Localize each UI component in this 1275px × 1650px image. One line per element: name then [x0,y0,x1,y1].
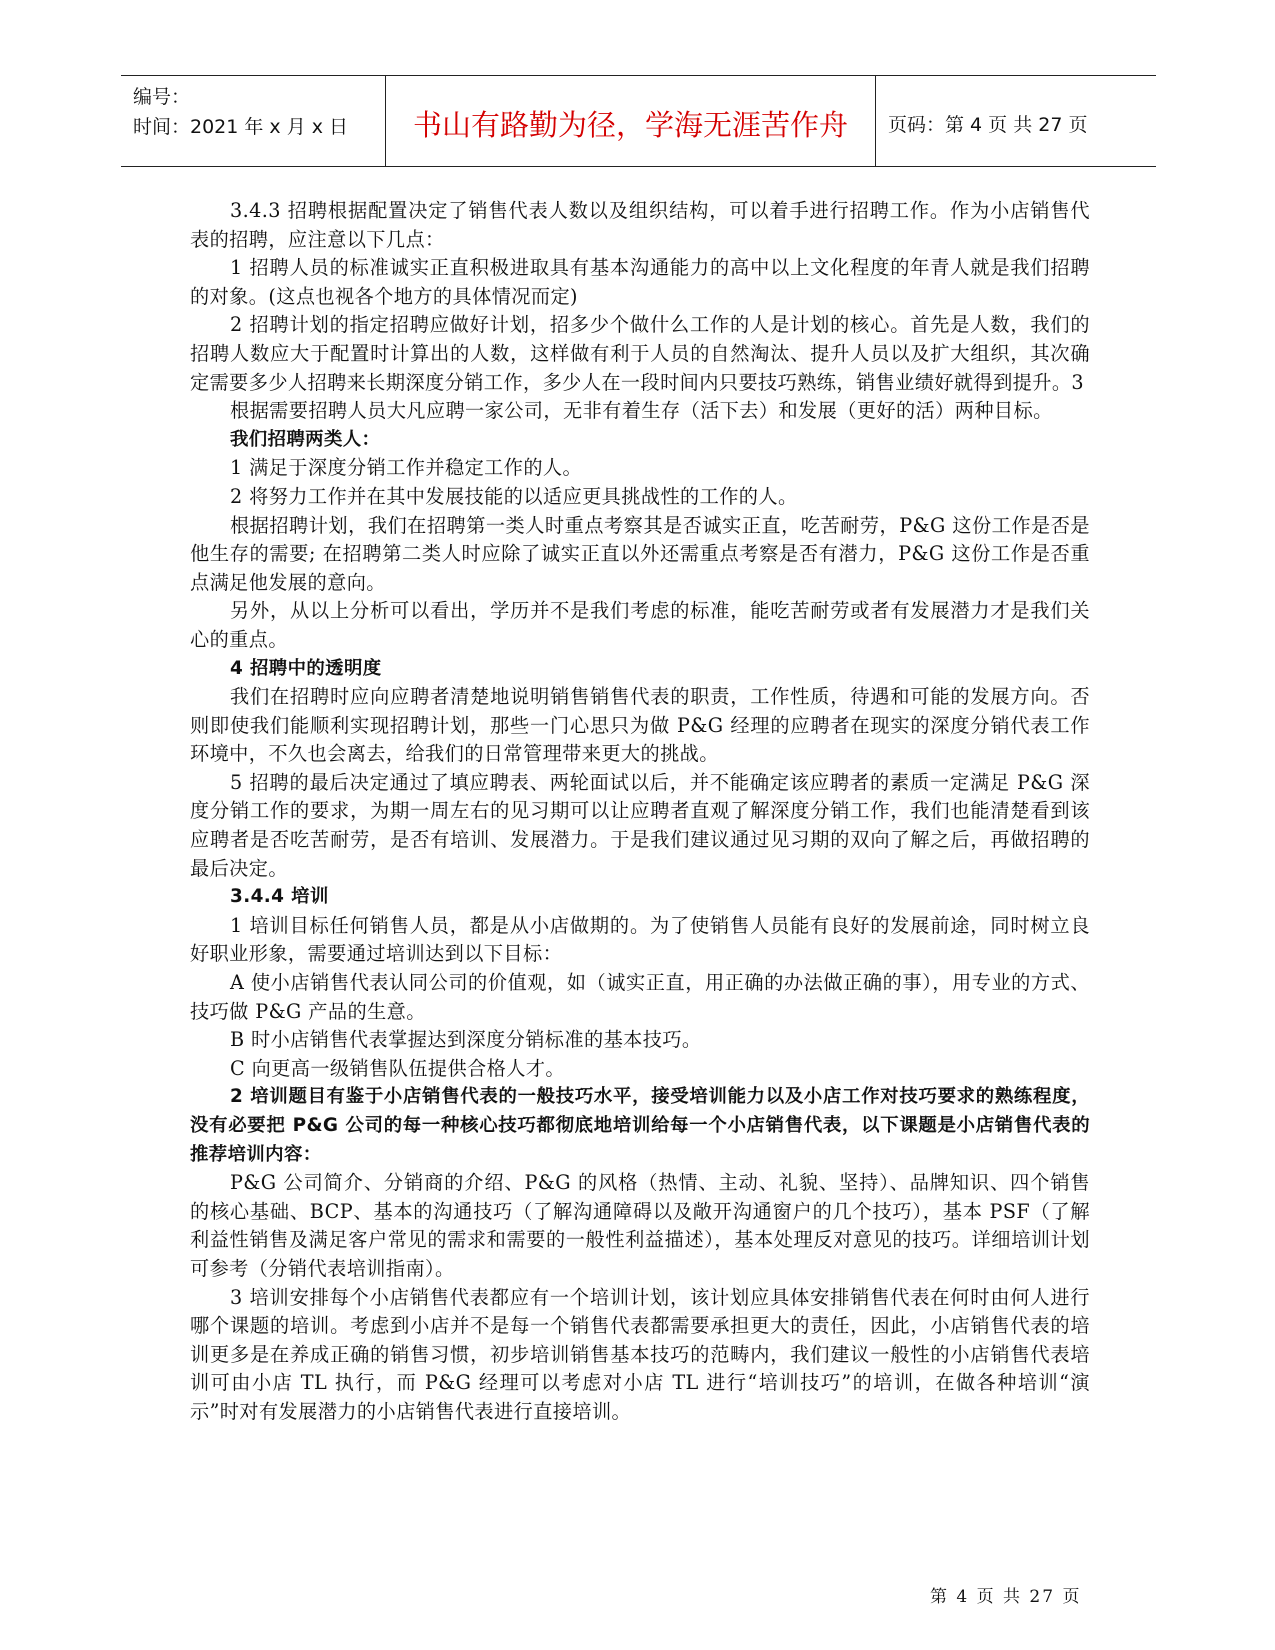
paragraph: 3.4.3 招聘根据配置决定了销售代表人数以及组织结构，可以着手进行招聘工作。作为小店销售代表的招聘，应注意以下几点： [190,199,1090,251]
paragraph: C 向更高一级销售队伍提供合格人才。 [230,1056,565,1080]
section-heading: 4 招聘中的透明度 [230,657,382,679]
section-heading: 我们招聘两类人： [230,428,381,450]
paragraph: 另外，从以上分析可以看出，学历并不是我们考虑的标准，能吃苦耐劳或者有发展潜力才是我们关心的重点。 [190,599,1090,651]
paragraph: 5 招聘的最后决定通过了填应聘表、两轮面试以后，并不能确定该应聘者的素质一定满足 P&G 深度分销工作的要求，为期一周左右的见习期可以让应聘者直观了解深度分销工作，我们也能清楚看到该应聘者是否吃苦耐劳，是否有培训、发展潜力。于是我们建议通过见习期的双向了解之后，再做招聘的最后决定。 [190,770,1090,880]
document-date: 时间：2021 年 x 月 x 日 [133,116,349,138]
header-meta [121,76,386,166]
page-header [121,75,1156,167]
header-page-number: 页码：第 4 页 共 27 页 [888,113,1088,136]
paragraph: 根据需要招聘人员大凡应聘一家公司，无非有着生存（活下去）和发展（更好的活）两种目标。 [230,399,1053,423]
paragraph: 我们在招聘时应向应聘者清楚地说明销售销售代表的职责，工作性质，待遇和可能的发展方向。否则即使我们能顺利实现招聘计划，那些一门心思只为做 P&G 经理的应聘者在现实的深度分销代表工作环境中，不久也会离去，给我们的日常管理带来更大的挑战。 [190,685,1090,766]
page-footer: 第 4 页 共 27 页 [930,1587,1082,1607]
section-heading: 3.4.4 培训 [230,886,329,908]
section-heading: 2 培训题目有鉴于小店销售代表的一般技巧水平，接受培训能力以及小店工作对技巧要求的熟练程度，没有必要把 P&G 公司的每一种核心技巧都彻底地培训给每一个小店销售代表，以下课题是小店销售代表的推荐培训内容： [190,1086,1090,1165]
paragraph: 1 培训目标任何销售人员，都是从小店做期的。为了使销售人员能有良好的发展前途，同时树立良好职业形象，需要通过培训达到以下目标： [190,913,1090,966]
document-body [190,197,1090,1427]
paragraph: 2 招聘计划的指定招聘应做好计划，招多少个做什么工作的人是计划的核心。首先是人数，我们的招聘人数应大于配置时计算出的人数，这样做有利于人员的自然淘汰、提升人员以及扩大组织，其次确定需要多少人招聘来长期深度分销工作，多少人在一段时间内只要技巧熟练，销售业绩好就得到提升。3 [190,313,1090,394]
paragraph: B 时小店销售代表掌握达到深度分销标准的基本技巧。 [230,1028,702,1052]
paragraph: 1 满足于深度分销工作并稳定工作的人。 [230,456,583,480]
paragraph: P&G 公司简介、分销商的介绍、P&G 的风格（热情、主动、礼貌、坚持）、品牌知识、四个销售的核心基础、BCP、基本的沟通技巧（了解沟通障碍以及敞开沟通窗户的几个技巧），基本 PSF（了解利益性销售及满足客户常见的需求和需要的一般性利益描述），基本处理反对意见的技巧。详细培训计划可参考（分销代表培训指南）。 [190,1171,1090,1280]
paragraph: 1 招聘人员的标准诚实正直积极进取具有基本沟通能力的高中以上文化程度的年青人就是我们招聘的对象。(这点也视各个地方的具体情况而定) [190,256,1090,308]
paragraph: A 使小店销售代表认同公司的价值观，如（诚实正直，用正确的办法做正确的事），用专业的方式、技巧做 P&G 产品的生意。 [190,971,1090,1023]
document-number-label: 编号： [133,86,191,108]
header-motto: 书山有路勤为径，学海无涯苦作舟 [386,76,876,166]
paragraph: 3 培训安排每个小店销售代表都应有一个培训计划，该计划应具体安排销售代表在何时由何人进行哪个课题的培训。考虑到小店并不是每一个销售代表都需要承担更大的责任，因此，小店销售代表的培训更多是在养成正确的销售习惯，初步培训销售基本技巧的范畴内，我们建议一般性的小店销售代表培训可由小店 TL 执行，而 P&G 经理可以考虑对小店 TL 进行“培训技巧”的培训，在做各种培训“演示”时对有发展潜力的小店销售代表进行直接培训。 [190,1285,1090,1423]
paragraph: 根据招聘计划，我们在招聘第一类人时重点考察其是否诚实正直，吃苦耐劳，P&G 这份工作是否是他生存的需要; 在招聘第二类人时应除了诚实正直以外还需重点考察是否有潜力，P&G 这份工作是否重点满足他发展的意向。 [190,513,1090,594]
paragraph: 2 将努力工作并在其中发展技能的以适应更具挑战性的工作的人。 [230,484,798,508]
